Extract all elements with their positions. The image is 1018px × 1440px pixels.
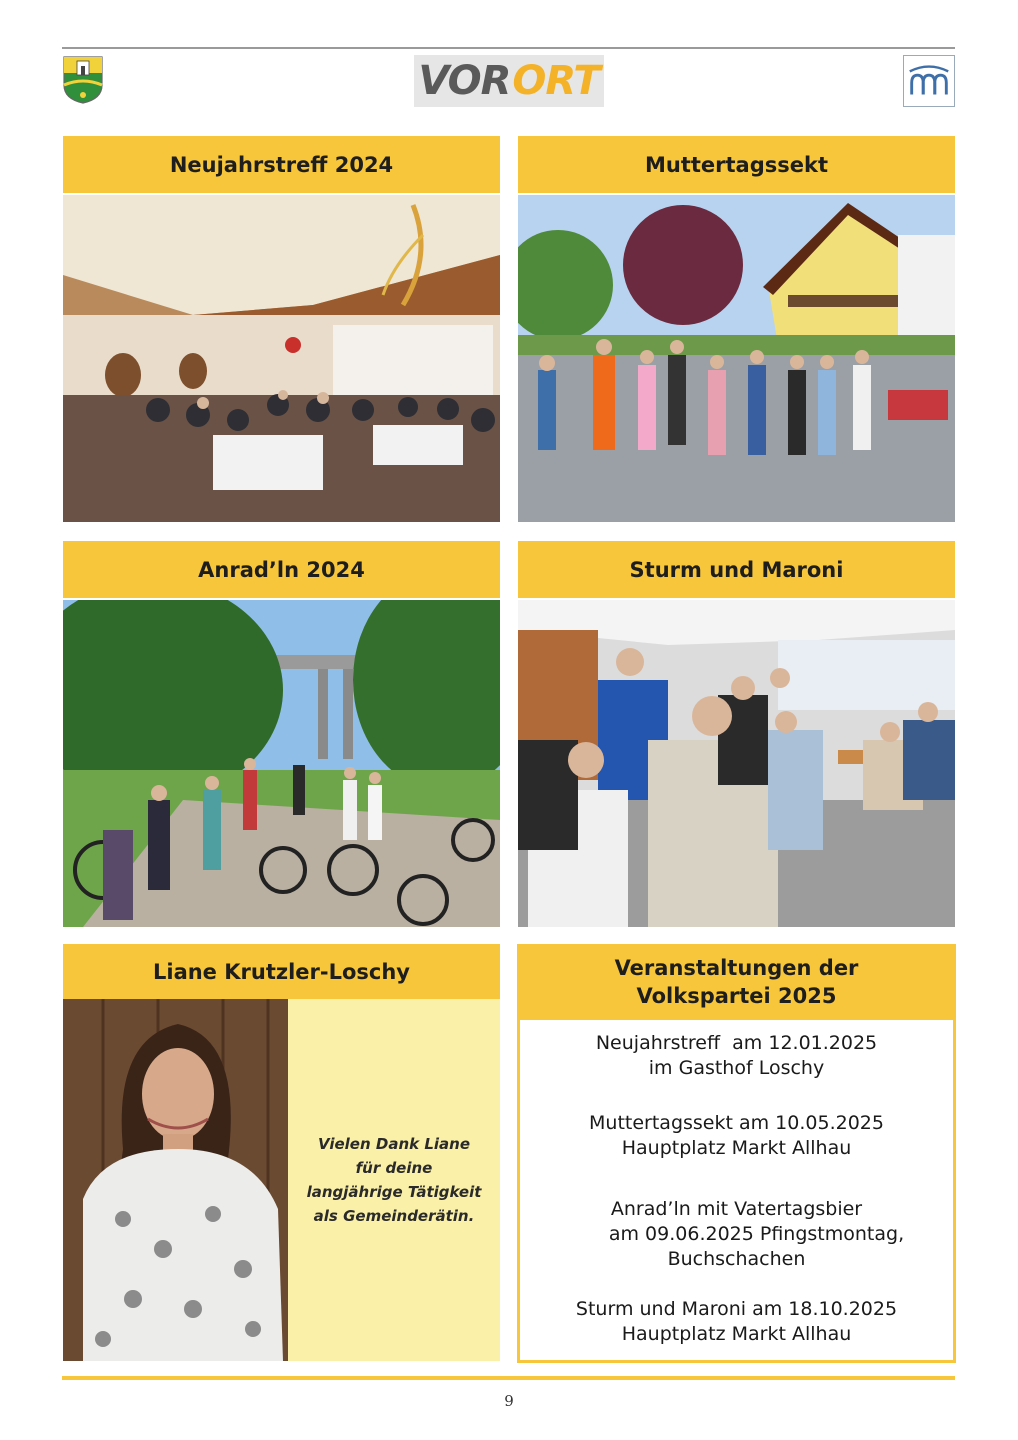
event-line: Hauptplatz Markt Allhau bbox=[621, 1323, 852, 1345]
event-item-muttertagssekt bbox=[520, 1111, 953, 1161]
logo-ort-text: ORT bbox=[512, 58, 600, 104]
sturm-photo bbox=[518, 600, 955, 927]
event-line: Buchschachen bbox=[667, 1248, 806, 1270]
anradln-title: Anrad’ln 2024 bbox=[198, 557, 365, 582]
panel-title-events bbox=[517, 944, 956, 1020]
sturm-title: Sturm und Maroni bbox=[629, 557, 844, 582]
events-title-line: Volkspartei 2025 bbox=[636, 984, 837, 1008]
footer-rule bbox=[62, 1376, 955, 1380]
thanks-line: langjährige Tätigkeit bbox=[306, 1183, 482, 1201]
thanks-panel bbox=[288, 999, 500, 1361]
event-line: Neujahrstreff am 12.01.2025 bbox=[595, 1032, 878, 1054]
thanks-line: Vielen Dank Liane bbox=[318, 1135, 470, 1153]
event-line: Sturm und Maroni am 18.10.2025 bbox=[575, 1298, 898, 1320]
panel-title-neujahrstreff bbox=[63, 136, 500, 193]
event-line: Muttertagssekt am 10.05.2025 bbox=[589, 1112, 884, 1134]
event-line: Hauptplatz Markt Allhau bbox=[621, 1137, 852, 1159]
panel-title-liane bbox=[63, 944, 500, 999]
thanks-message bbox=[299, 1132, 489, 1228]
muttertagssekt-photo bbox=[518, 195, 955, 522]
party-logo-icon bbox=[903, 55, 955, 107]
events-title-line: Veranstaltungen der bbox=[614, 956, 859, 980]
thanks-line: für deine bbox=[355, 1159, 433, 1177]
event-line: im Gasthof Loschy bbox=[648, 1057, 825, 1079]
panel-title-anradln bbox=[63, 541, 500, 598]
event-item-anradln bbox=[520, 1197, 953, 1272]
header-rule bbox=[62, 47, 955, 49]
panel-title-sturm bbox=[518, 541, 955, 598]
logo-vor-text: VOR bbox=[418, 58, 511, 104]
event-line: am 09.06.2025 Pfingstmontag, bbox=[608, 1223, 905, 1245]
event-line: Anrad’ln mit Vatertagsbier bbox=[610, 1198, 863, 1220]
event-item-sturm bbox=[520, 1297, 953, 1347]
neujahrstreff-photo bbox=[63, 195, 500, 522]
liane-title: Liane Krutzler-Loschy bbox=[152, 959, 410, 984]
vorort-logo bbox=[414, 55, 604, 107]
anradln-photo bbox=[63, 600, 500, 927]
neujahrstreff-title: Neujahrstreff 2024 bbox=[169, 152, 394, 177]
page-number: 9 bbox=[504, 1392, 514, 1410]
panel-title-muttertagssekt bbox=[518, 136, 955, 193]
municipal-crest-icon bbox=[62, 55, 104, 105]
thanks-line: als Gemeinderätin. bbox=[313, 1207, 475, 1225]
liane-portrait-photo bbox=[63, 999, 288, 1361]
event-item-neujahrstreff bbox=[520, 1031, 953, 1081]
muttertagssekt-title: Muttertagssekt bbox=[644, 152, 828, 177]
